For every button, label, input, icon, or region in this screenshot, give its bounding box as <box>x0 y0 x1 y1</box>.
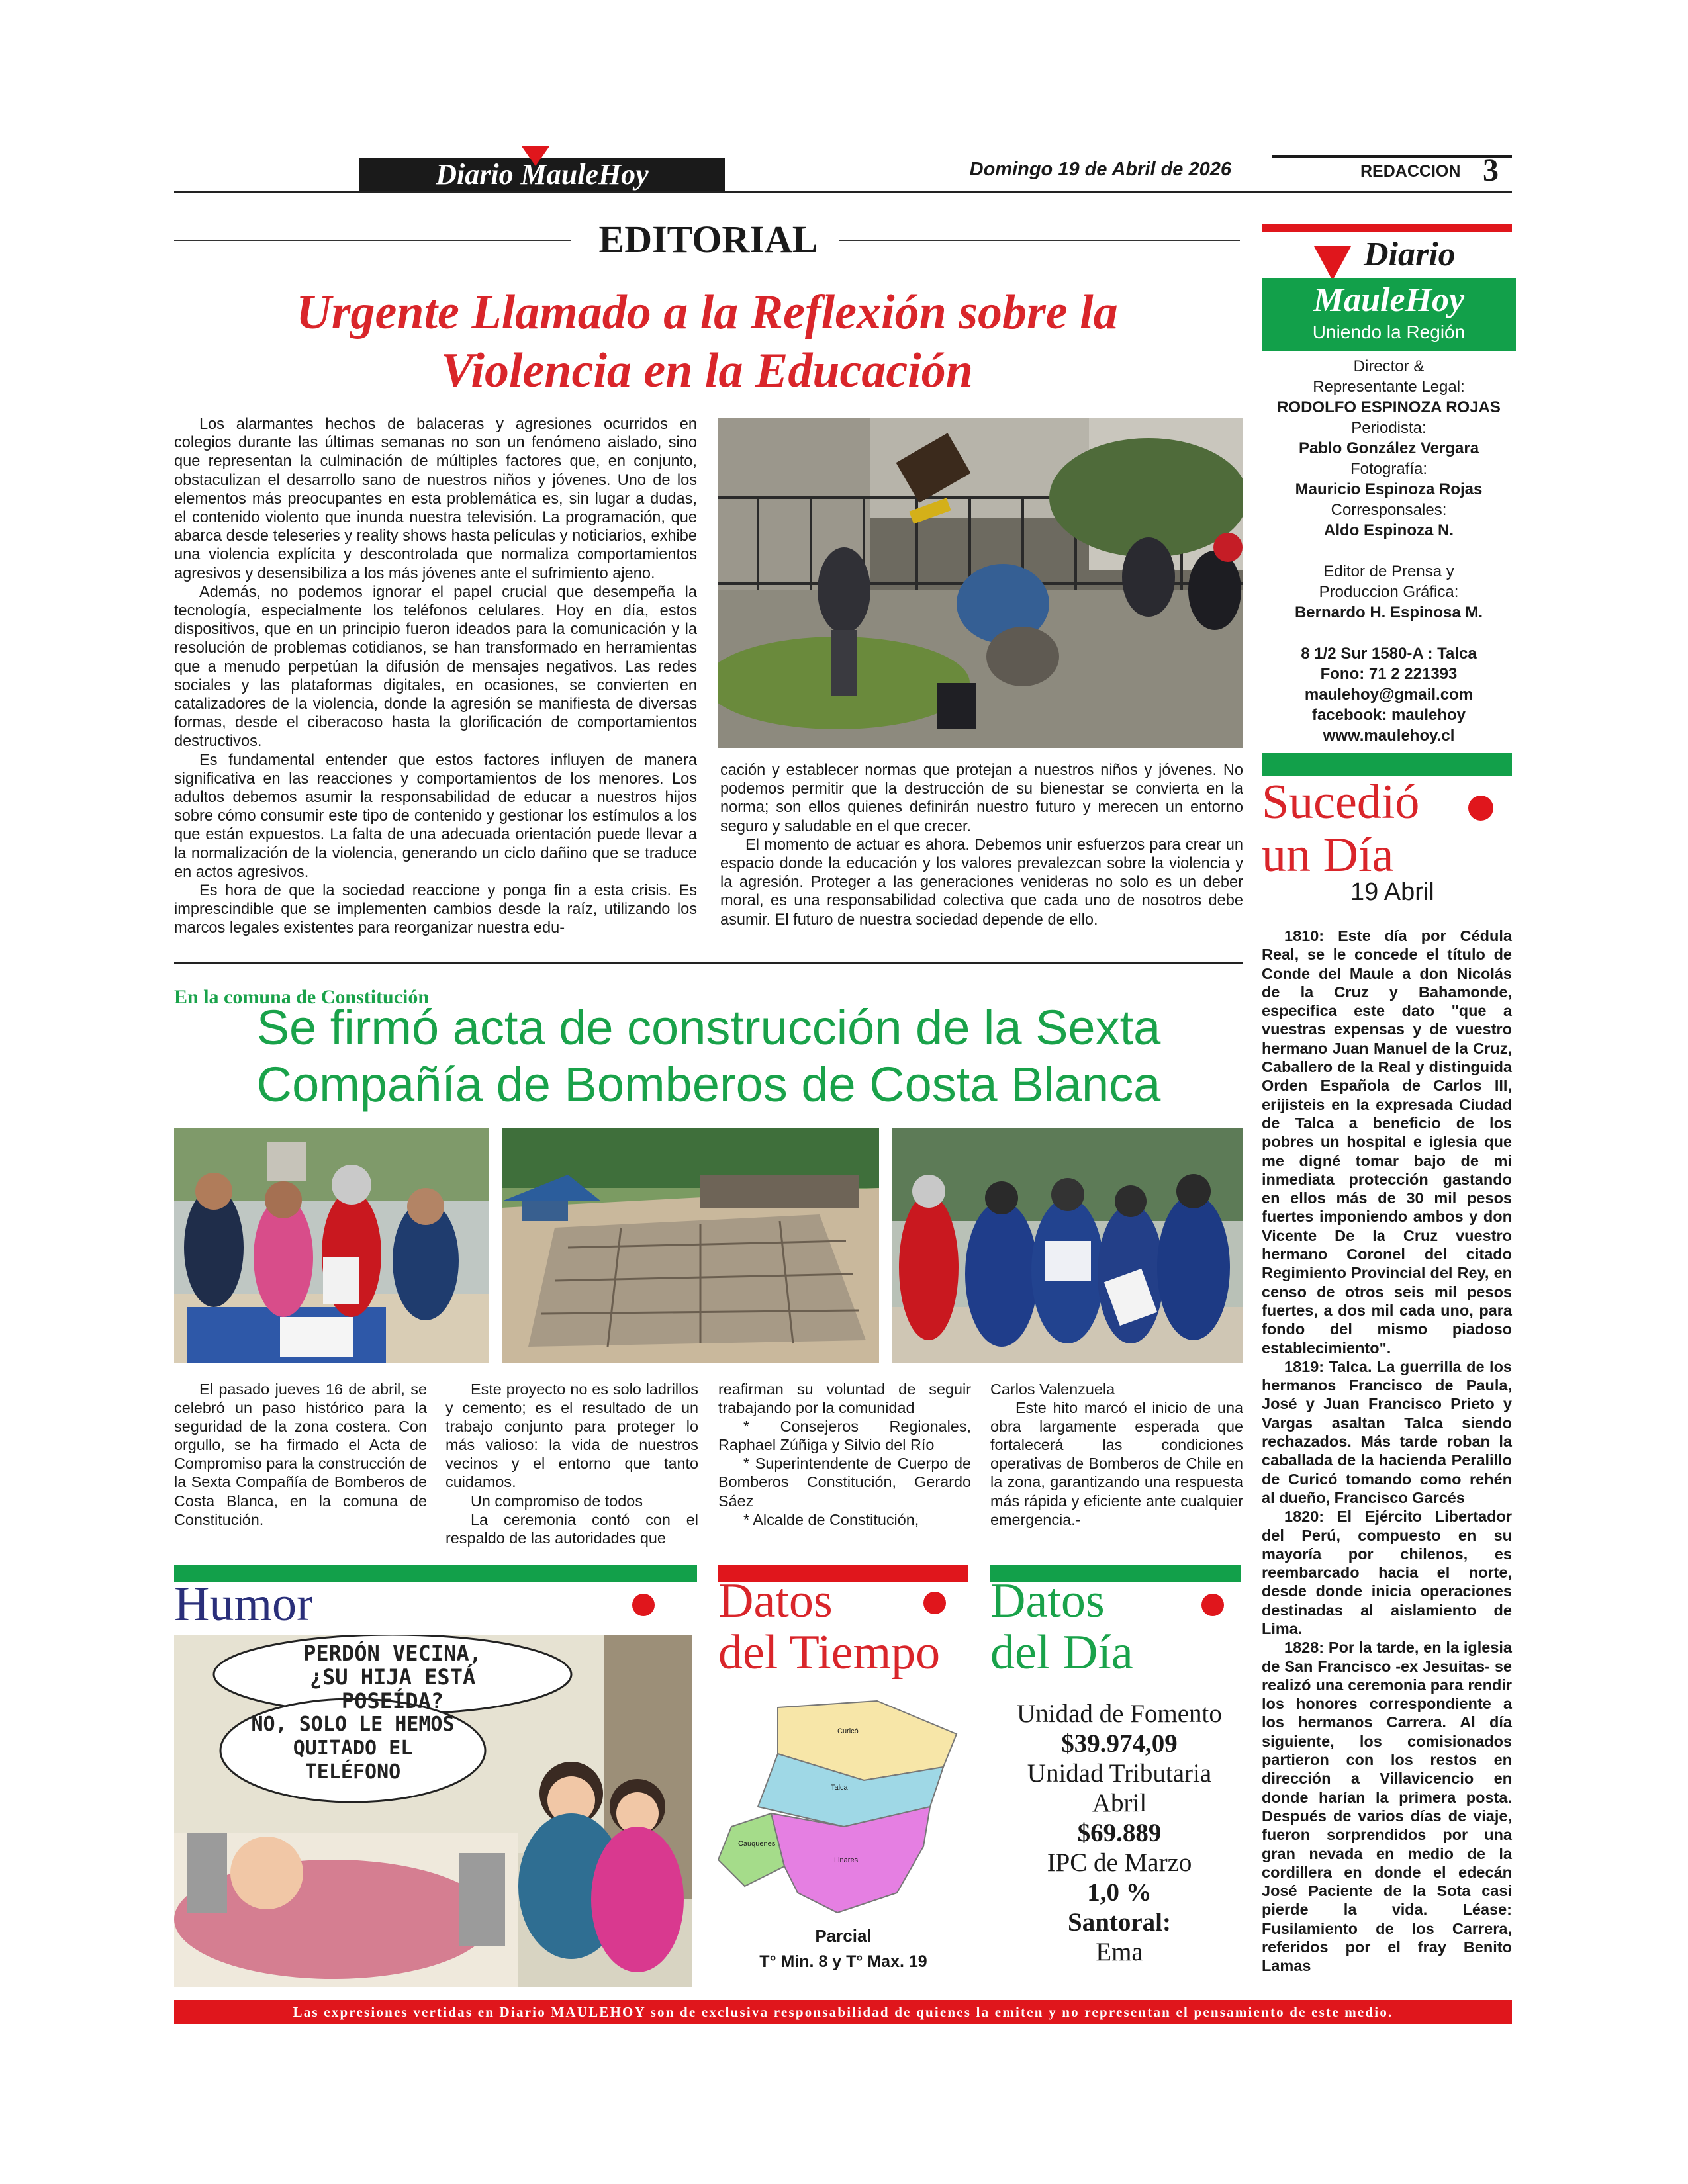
page-number: 3 <box>1483 153 1499 188</box>
history-year: 1810: <box>1284 927 1325 944</box>
history-entry <box>1262 1638 1512 1975</box>
masthead-red-bar <box>1262 224 1512 232</box>
editorial-label-rule-right <box>839 240 1240 241</box>
humor-cartoon <box>174 1635 692 1987</box>
masthead-green-box <box>1262 278 1516 351</box>
uf-value: $39.974,09 <box>1061 1729 1178 1758</box>
humor-dot-icon <box>632 1594 655 1616</box>
staff-name: Aldo Espinoza N. <box>1323 522 1454 539</box>
footer-disclaimer-bar <box>174 2000 1512 2024</box>
tiempo-temps: T° Min. 8 y T° Max. 19 <box>759 1952 927 1971</box>
bomberos-title <box>174 999 1243 1113</box>
contact-phone: Fono: 71 2 221393 <box>1320 665 1458 683</box>
bomberos-paragraph: Este proyecto no es solo ladrillos y cemento; es el resultado de un trabajo conjunto para proteger lo más valioso: la vida de nuestros vecinos y el entorno que tanto cuidamos. <box>445 1381 698 1491</box>
datosdia-title <box>990 1575 1133 1678</box>
history-text: Este día por Cédula Real, se le concede el título de Conde del Maule a don Nicolás de la Cruz y Bahamonde, especifica este dato "que a vuestras expensas y de vuestro hermano Juan Manuel de la Cruz, Caballero de la Real y distinguida Orden Española de Carlos III, erijisteis en la expresada Ciudad de Talca a beneficio de los pobres un hospital e iglesia que me digné tomar bajo de mi inmediata protección gastando en ellos más de 30 mil pesos fuertes imponiendo ambos y don Vicente De la Cruz vuestro hermano Coronel del citado Regimiento Provincial del Rey, en censo de otros seis mil pesos fuertes, a dos mil cada uno, para fondo del mismo piadoso establecimiento". <box>1262 927 1512 1357</box>
editorial-photo <box>718 418 1243 748</box>
maule-map <box>705 1694 970 1919</box>
sucedio-title <box>1262 776 1419 882</box>
datosdia-values <box>990 1699 1248 1967</box>
contact-facebook[interactable]: facebook: maulehoy <box>1311 706 1466 724</box>
sucedio-entries <box>1262 927 1512 1976</box>
bomberos-paragraph: Este hito marcó el inicio de una obra largamente esperada que fortalecerá las condiciones operativas de Bomberos de Chile en la zona, garantizando una respuesta más rápida y eficiente ante cualquier emergencia.- <box>990 1399 1243 1528</box>
bomberos-col1 <box>174 1380 427 1529</box>
header-rule <box>174 191 1512 193</box>
masthead-tagline: Uniendo la Región <box>1312 322 1466 342</box>
utm-value: $69.889 <box>1077 1819 1162 1847</box>
history-entry <box>1262 1357 1512 1507</box>
santoral-value: Ema <box>1096 1938 1143 1966</box>
editorial-title <box>174 283 1240 400</box>
bomberos-title-line1: Se firmó acta de construcción de la Sexta <box>256 1000 1161 1055</box>
humor-bubble1-line: POSEÍDA? <box>341 1688 444 1713</box>
header-section: REDACCION <box>1360 162 1461 181</box>
humor-bubble1-line: ¿SU HIJA ESTÁ <box>309 1664 476 1690</box>
bomberos-title-line2: Compañía de Bomberos de Costa Blanca <box>256 1057 1161 1112</box>
history-year: 1828: <box>1284 1639 1325 1657</box>
editorial-col1 <box>174 415 697 938</box>
history-text: El Ejército Libertador del Perú, compuesto en su mayoría por chilenos, es reembarcado hacia el norte, desde donde inicia operaciones destinadas al aislamiento de Lima. <box>1262 1508 1512 1637</box>
contact-email[interactable]: maulehoy@gmail.com <box>1304 686 1474 704</box>
bomberos-col3 <box>718 1380 971 1529</box>
staff-name: RODOLFO ESPINOZA ROJAS <box>1277 398 1501 416</box>
masthead-triangle-icon <box>1314 246 1351 281</box>
editorial-label-rule-left <box>174 240 571 241</box>
tiempo-title <box>718 1575 940 1678</box>
sucedio-title-line2: un Día <box>1262 828 1394 882</box>
tiempo-title-line1: Datos <box>718 1574 833 1628</box>
editorial-title-line2: Violencia en la Educación <box>441 343 973 398</box>
editorial-paragraph: Los alarmantes hechos de balaceras y agresiones ocurridos en colegios durante las últimas semanas no son un fenómeno aislado, sino que representan la culminación de múltiples factores que, en conjunto, obstaculizan el desarrollo sano de nuestros niños y jóvenes. Uno de los elementos más preocupantes en esta problemática es, sin lugar a dudas, el contenido violento que inunda nuestra televisión. La programación, que abarca desde teleseries y reality shows hasta películas y noticiarios, exhibe una violencia explícita y descontrolada que normaliza comportamientos agresivos y desensibiliza a los más jóvenes ante el sufrimiento ajeno. <box>174 416 697 582</box>
header-top-rule <box>1272 155 1512 158</box>
bomberos-paragraph: La ceremonia contó con el respaldo de las autoridades que <box>445 1510 698 1547</box>
masthead-staff <box>1262 356 1516 746</box>
bomberos-paragraph: Carlos Valenzuela <box>990 1381 1115 1398</box>
staff-role: Corresponsales: <box>1331 501 1447 519</box>
editorial-title-line1: Urgente Llamado a la Reflexión sobre la <box>296 285 1118 340</box>
editorial-paragraph: Es hora de que la sociedad reaccione y ponga fin a esta crisis. Es imprescindible que se implementen cambios desde la raíz, utilizando los marcos legales existentes para reorganizar nuestra edu- <box>174 882 697 937</box>
ipc-label: IPC de Marzo <box>1047 1848 1192 1877</box>
santoral-label: Santoral: <box>1068 1908 1171 1936</box>
datosdia-title-line1: Datos <box>990 1574 1105 1628</box>
humor-title: Humor <box>174 1577 313 1631</box>
datosdia-title-line2: del Día <box>990 1625 1133 1680</box>
bomberos-kicker: En la comuna de Constitución <box>174 986 430 1008</box>
editorial-label: EDITORIAL <box>598 218 818 261</box>
header <box>0 0 1688 199</box>
uf-label: Unidad de Fomento <box>1017 1700 1222 1728</box>
editorial-paragraph-cont: cación y establecer normas que protejan a nuestros niños y jóvenes. No podemos permitir que la destrucción de su bienestar se convierta en la norma; son ellos quienes definirán nuestro futuro y merecen un entorno seguro y saludable en el que crecer. <box>720 762 1243 835</box>
contact-web[interactable]: www.maulehoy.cl <box>1323 727 1455 745</box>
map-label-cauquenes: Cauquenes <box>738 1840 776 1848</box>
staff-role: Editor de Prensa y <box>1323 563 1454 580</box>
map-label-talca: Talca <box>831 1784 848 1792</box>
bomberos-col2 <box>445 1380 698 1547</box>
staff-role: Periodista: <box>1351 419 1427 437</box>
editorial-col2 <box>720 761 1243 929</box>
utm-month: Abril <box>1092 1789 1147 1817</box>
ipc-value: 1,0 % <box>1087 1878 1152 1907</box>
bomberos-subhead: Un compromiso de todos <box>471 1492 643 1510</box>
bomberos-photo-construction <box>502 1128 879 1363</box>
bomberos-list-item: * Consejeros Regionales, Raphael Zúñiga y Silvio del Río <box>718 1418 971 1454</box>
bomberos-paragraph: El pasado jueves 16 de abril, se celebró un paso histórico para la seguridad de la zona costera. Con orgullo, se ha firmado el Acta de Compromiso para la construcción de la Sexta Compañía de Bomberos de Costa Blanca, en la comuna de Constitución. <box>174 1381 427 1528</box>
humor-bubble2-line: QUITADO EL <box>293 1737 413 1760</box>
history-year: 1820: <box>1284 1508 1325 1525</box>
staff-role: Representante Legal: <box>1313 378 1465 396</box>
staff-role: Fotografía: <box>1350 460 1428 478</box>
history-year: 1819: <box>1284 1357 1325 1375</box>
bomberos-paragraph: reafirman su voluntad de seguir trabajando por la comunidad <box>718 1381 971 1417</box>
staff-role: Director & <box>1353 357 1425 375</box>
humor-bubble2 <box>227 1713 479 1784</box>
editorial-paragraph: El momento de actuar es ahora. Debemos unir esfuerzos para crear un espacio donde la educación y los valores prevalezcan sobre la violencia y la agresión. Proteger a las generaciones venideras no solo es un deber moral, es una responsabilidad colectiva que cada uno de nosotros debe asumir. El futuro de nuestra sociedad depende de ello. <box>720 836 1243 929</box>
header-brand: Diario MauleHoy <box>436 158 649 191</box>
editorial-paragraph: Es fundamental entender que estos factores influyen de manera significativa en las reacciones y comportamientos de los menores. Los adultos debemos asumir la responsabilidad de educar a nuestros hijos sobre cómo consumir este tipo de contenido y gestionar los estímulos a los que están expuestos. La falta de una adecuada orientación puede llevar a la normalización de la violencia, generando un ciclo dañino que se traduce en actos agresivos. <box>174 751 697 881</box>
footer-disclaimer: Las expresiones vertidas en Diario MAULEHOY son de exclusiva responsabilidad de quienes la emiten y no representan el pensamiento de este medio. <box>293 2004 1393 2020</box>
tiempo-forecast: Parcial <box>815 1926 872 1946</box>
bomberos-list-item: * Alcalde de Constitución, <box>743 1510 919 1528</box>
header-date: Domingo 19 de Abril de 2026 <box>969 159 1231 180</box>
bomberos-list-item: * Superintendente de Cuerpo de Bomberos Constitución, Gerardo Sáez <box>718 1455 971 1510</box>
staff-role: Produccion Gráfica: <box>1319 583 1459 601</box>
contact-address: 8 1/2 Sur 1580-A : Talca <box>1301 645 1477 662</box>
map-label-linares: Linares <box>834 1856 859 1864</box>
humor-bubble2-line: NO, SOLO LE HEMOS <box>251 1713 455 1736</box>
humor-bubble1-line: PERDÓN VECINA, <box>303 1641 482 1666</box>
map-label-curico: Curicó <box>837 1727 859 1735</box>
sucedio-dot-icon <box>1468 796 1493 821</box>
sucedio-bar <box>1262 753 1512 776</box>
bomberos-col4 <box>990 1380 1243 1529</box>
humor-bubble1 <box>260 1641 525 1713</box>
editorial-bottom-rule <box>174 962 1243 964</box>
staff-name: Bernardo H. Espinosa M. <box>1294 604 1483 621</box>
sucedio-title-line1: Sucedió <box>1262 775 1420 829</box>
sucedio-date: 19 Abril <box>1350 878 1434 906</box>
datosdia-dot-icon <box>1201 1594 1224 1616</box>
masthead-brand-top: Diario <box>1364 236 1456 273</box>
utm-label: Unidad Tributaria <box>1027 1759 1212 1788</box>
tiempo-title-line2: del Tiempo <box>718 1625 941 1680</box>
editorial-paragraph: Además, no podemos ignorar el papel crucial que desempeña la tecnología, especialmente los teléfonos celulares. Hoy en día, estos dispositivos, que en un principio fueron ideados para la comunicación y la resolución de problemas cotidianos, se han transformado en herramientas que a menudo perpetúan la difusión de mensajes negativos. Las redes sociales y las plataformas digitales, en ocasiones, se convierten en catalizadores de la violencia, donde la agresión se manifiesta de diversas formas, desde el ciberacoso hasta la glorificación de comportamientos destructivos. <box>174 583 697 751</box>
tiempo-dot-icon <box>923 1592 946 1614</box>
staff-name: Pablo González Vergara <box>1298 439 1479 457</box>
humor-bubble2-line: TELÉFONO <box>305 1760 401 1784</box>
staff-name: Mauricio Espinoza Rojas <box>1295 480 1483 498</box>
history-entry <box>1262 1507 1512 1638</box>
history-text: Por la tarde, en la iglesia de San Francisco -ex Jesuitas- se realizó una ceremonia para rendir los honores correspondiente a los hermanos Carrera. Al día siguiente, los comisionados partieron con los restos en dirección a Villavicencio en donde harían la primera posta. Después de varios días de viaje, fueron sorprendidos por una gran nevada en medio de la cordillera en donde el edecán José Paciente de la Sota casi pierde la vida. Léase: Fusilamiento de los Carrera, referidos por el fray Benito Lamas <box>1262 1639 1512 1975</box>
history-text: Talca. La guerrilla de los hermanos Francisco de Paula, José y Juan Francisco Prieto y Vargas asaltan Talca siendo rechazados. Más tarde roban la caballada de la hacienda Peralillo de Curicó tomando como rehén al dueño, Francisco Garcés <box>1262 1357 1512 1506</box>
bomberos-photo-officials <box>174 1128 489 1363</box>
bomberos-photo-firefighters <box>892 1128 1243 1363</box>
history-entry <box>1262 927 1512 1357</box>
masthead-brand-main: MauleHoy <box>1313 281 1465 319</box>
